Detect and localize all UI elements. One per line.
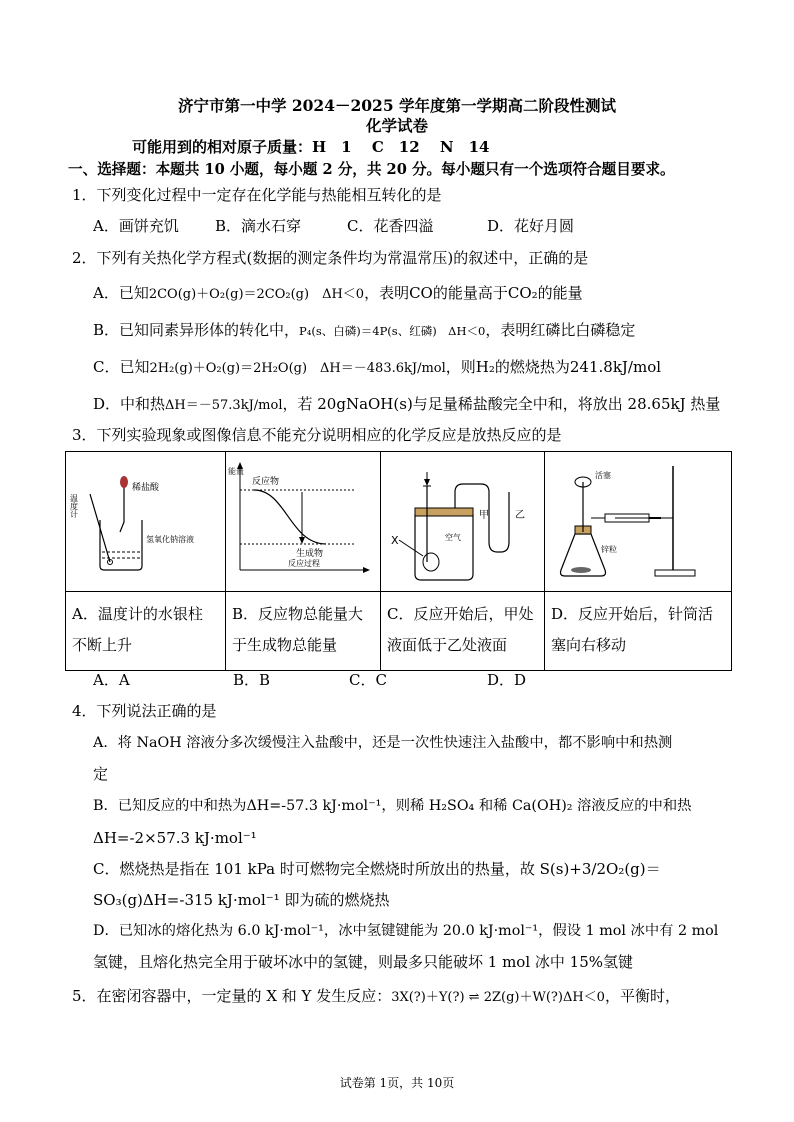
q3-option-a: A．A bbox=[93, 671, 130, 689]
q1-option-c: C．花香四溢 bbox=[347, 217, 434, 235]
q1-option-d: D．花好月圆 bbox=[487, 217, 575, 235]
fig-d-label-plunger: 活塞 bbox=[595, 471, 611, 480]
q4-option-c-line1: C．燃烧热是指在 101 kPa 时可燃物完全燃烧时所放出的热量，故 S(s)+3/2O₂(g)＝ bbox=[93, 860, 661, 878]
q2-a-equation: 2CO(g)＋O₂(g)＝2CO₂(g) ΔH＜0 bbox=[148, 287, 365, 302]
q3-figure-table bbox=[65, 451, 732, 671]
fig-d-label-zinc: 锌粒 bbox=[601, 545, 617, 554]
q3-stem: 3．下列实验现象或图像信息不能充分说明相应的化学反应是放热反应的是 bbox=[72, 426, 562, 444]
atomic-masses: 可能用到的相对原子质量：H 1 C 12 N 14 bbox=[132, 138, 490, 156]
page-footer: 试卷第 1页，共 10页 bbox=[339, 1076, 455, 1090]
fig-d-caption: D．反应开始后，针筒活 塞向右移动 bbox=[545, 592, 732, 671]
fig-a-label-solution: 氢氧化钠溶液 bbox=[146, 535, 194, 544]
q3-option-d: D．D bbox=[487, 671, 527, 689]
q2-stem: 2．下列有关热化学方程式(数据的测定条件均为常温常压)的叙述中，正确的是 bbox=[72, 249, 589, 267]
q3-option-b: B．B bbox=[233, 671, 271, 689]
fig-c-label-yi: 乙 bbox=[515, 510, 525, 521]
q3-option-c: C．C bbox=[349, 671, 387, 689]
q2-d-equation: ΔH＝－57.3kJ/mol bbox=[165, 398, 283, 413]
fig-b-y-label: 能量 bbox=[228, 467, 244, 476]
exam-title: 济宁市第一中学 2024－2025 学年度第一学期高二阶段性测试 bbox=[177, 96, 617, 115]
fig-c-caption: C．反应开始后，甲处 液面低于乙处液面 bbox=[381, 592, 545, 671]
fig-c-label-x: X bbox=[391, 534, 399, 547]
q4-option-a-line2: 定 bbox=[93, 765, 109, 783]
fig-b-x-label: 反应过程 bbox=[288, 559, 320, 568]
fig-c-u-tube-setup bbox=[381, 452, 543, 591]
fig-c-cell bbox=[381, 452, 545, 592]
q1-option-a: A．画饼充饥 bbox=[93, 217, 179, 235]
q2-option-b: B．已知同素异形体的转化中，P₄(s、白磷)＝4P(s、红磷) ΔH＜0，表明红磷比白磷稳定 bbox=[93, 321, 636, 339]
fig-b-cell bbox=[226, 452, 381, 592]
fig-d-syringe-setup bbox=[545, 452, 730, 591]
fig-c-label-air: 空气 bbox=[445, 533, 461, 542]
q4-option-a-line1: A．将 NaOH 溶液分多次缓慢注入盐酸中，还是一次性快速注入盐酸中，都不影响中和热测 bbox=[93, 735, 673, 751]
q5-equation: 3X(?)＋Y(?) ⇌ 2Z(g)＋W(?)ΔH＜0 bbox=[391, 990, 605, 1005]
fig-b-caption: B．反应物总能量大 于生成物总能量 bbox=[226, 592, 381, 671]
fig-a-label-thermometer: 温度计 bbox=[69, 494, 79, 518]
fig-a-thermometer-setup bbox=[66, 452, 224, 591]
section-heading: 一、选择题：本题共 10 小题，每小题 2 分，共 20 分。每小题只有一个选项符合题目要求。 bbox=[68, 161, 675, 178]
q2-b-equation: P₄(s、白磷)＝4P(s、红磷) ΔH＜0 bbox=[299, 324, 486, 338]
q3-options bbox=[93, 670, 526, 690]
q2-option-a: A．已知2CO(g)＋O₂(g)＝2CO₂(g) ΔH＜0，表明CO的能量高于CO₂的能量 bbox=[93, 284, 583, 302]
q5-stem: 5．在密闭容器中，一定量的 X 和 Y 发生反应：3X(?)＋Y(?) ⇌ 2Z(g)＋W(?)ΔH＜0，平衡时， bbox=[72, 987, 680, 1005]
fig-d-cell bbox=[545, 452, 732, 592]
q4-option-b-line1: B．已知反应的中和热为ΔH=-57.3 kJ·mol⁻¹，则稀 H₂SO₄ 和稀 Ca(OH)₂ 溶液反应的中和热 bbox=[93, 798, 692, 814]
q4-option-b-line2: ΔH=-2×57.3 kJ·mol⁻¹ bbox=[93, 829, 257, 847]
q4-stem: 4．下列说法正确的是 bbox=[72, 702, 217, 720]
fig-b-product: 生成物 bbox=[296, 549, 324, 559]
exam-subtitle: 化学试卷 bbox=[365, 116, 428, 135]
q1-stem: 1．下列变化过程中一定存在化学能与热能相互转化的是 bbox=[72, 186, 442, 204]
fig-a-cell bbox=[66, 452, 226, 592]
fig-a-caption: A．温度计的水银柱 不断上升 bbox=[66, 592, 226, 671]
q1-option-b: B．滴水石穿 bbox=[215, 217, 302, 235]
q1-options bbox=[93, 216, 574, 236]
q2-option-c: C．已知2H₂(g)＋O₂(g)＝2H₂O(g) ΔH＝－483.6kJ/mol，则H₂的燃烧热为241.8kJ/mol bbox=[93, 358, 662, 376]
q4-option-c-line2: SO₃(g)ΔH=-315 kJ·mol⁻¹ 即为硫的燃烧热 bbox=[93, 891, 390, 909]
q4-option-d-line1: D．已知冰的熔化热为 6.0 kJ·mol⁻¹，冰中氢键键能为 20.0 kJ·mol⁻¹，假设 1 mol 冰中有 2 mol bbox=[93, 923, 719, 939]
fig-c-label-jia: 甲 bbox=[479, 510, 489, 521]
fig-b-reactant: 反应物 bbox=[252, 477, 280, 487]
q2-option-d: D．中和热ΔH＝－57.3kJ/mol，若 20gNaOH(s)与足量稀盐酸完全中和，将放出 28.65kJ 热量 bbox=[93, 395, 721, 413]
q2-c-equation: 2H₂(g)＋O₂(g)＝2H₂O(g) ΔH＝－483.6kJ/mol bbox=[149, 361, 446, 376]
fig-b-energy-diagram bbox=[226, 452, 379, 591]
fig-a-label-acid: 稀盐酸 bbox=[132, 483, 160, 493]
q4-option-d-line2: 氢键，且熔化热完全用于破坏冰中的氢键，则最多只能破坏 1 mol 冰中 15%氢键 bbox=[93, 953, 634, 971]
